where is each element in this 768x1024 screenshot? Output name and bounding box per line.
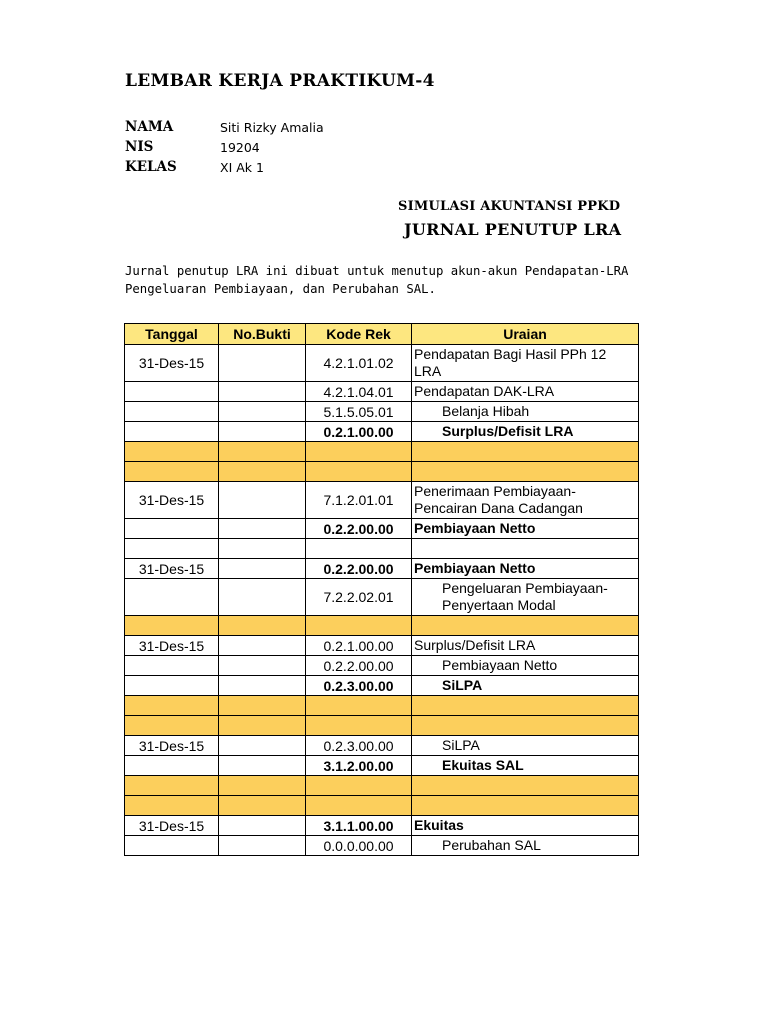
table-row [125, 345, 639, 382]
cell-uraian: Surplus/Defisit LRA [412, 636, 639, 656]
table-row [125, 579, 639, 616]
separator-cell [125, 616, 219, 636]
description-line: Pengeluaran Pembiayaan, dan Perubahan SAL. [125, 282, 436, 296]
separator-cell [306, 696, 412, 716]
separator-cell [219, 716, 306, 736]
student-info [125, 117, 324, 177]
separator-row [125, 796, 639, 816]
table-row [125, 676, 639, 696]
cell-uraian [412, 539, 639, 559]
cell-kode-rek: 0.2.2.00.00 [306, 519, 412, 539]
cell-tanggal [125, 519, 219, 539]
header-uraian: Uraian [412, 324, 639, 345]
cell-uraian: Penerimaan Pembiayaan-Pencairan Dana Cadangan [412, 482, 639, 519]
description [125, 262, 642, 298]
cell-kode-rek: 0.2.3.00.00 [306, 736, 412, 756]
info-label: NIS [125, 139, 154, 155]
cell-no-bukti [219, 676, 306, 696]
cell-tanggal: 31-Des-15 [125, 636, 219, 656]
separator-cell [219, 696, 306, 716]
header-kode-rek: Kode Rek [306, 324, 412, 345]
cell-kode-rek: 0.2.2.00.00 [306, 559, 412, 579]
cell-kode-rek: 0.0.0.00.00 [306, 836, 412, 856]
separator-cell [219, 616, 306, 636]
cell-no-bukti [219, 559, 306, 579]
section-heading: JURNAL PENUTUP LRA [404, 220, 622, 239]
separator-row [125, 776, 639, 796]
table-row [125, 736, 639, 756]
table-row [125, 382, 639, 402]
separator-cell [125, 776, 219, 796]
separator-row [125, 696, 639, 716]
separator-cell [219, 776, 306, 796]
cell-uraian: Ekuitas SAL [412, 756, 639, 776]
cell-uraian: SiLPA [412, 736, 639, 756]
separator-cell [412, 796, 639, 816]
cell-uraian: Pembiayaan Netto [412, 656, 639, 676]
cell-kode-rek: 0.2.1.00.00 [306, 636, 412, 656]
cell-tanggal [125, 676, 219, 696]
separator-cell [306, 616, 412, 636]
separator-cell [412, 616, 639, 636]
table-row [125, 756, 639, 776]
cell-no-bukti [219, 656, 306, 676]
cell-no-bukti [219, 382, 306, 402]
info-value: 19204 [220, 139, 260, 155]
cell-uraian: SiLPA [412, 676, 639, 696]
cell-no-bukti [219, 736, 306, 756]
journal-table [124, 323, 639, 856]
cell-tanggal [125, 579, 219, 616]
separator-cell [306, 462, 412, 482]
info-row-nama [125, 117, 324, 137]
separator-cell [219, 796, 306, 816]
cell-tanggal [125, 402, 219, 422]
separator-cell [306, 796, 412, 816]
cell-no-bukti [219, 345, 306, 382]
cell-kode-rek: 3.1.1.00.00 [306, 816, 412, 836]
table-row [125, 422, 639, 442]
cell-uraian: Ekuitas [412, 816, 639, 836]
separator-cell [125, 442, 219, 462]
description-line: Jurnal penutup LRA ini dibuat untuk menutup akun-akun Pendapatan-LRA [125, 264, 629, 278]
separator-cell [412, 442, 639, 462]
table-row [125, 816, 639, 836]
separator-cell [125, 796, 219, 816]
cell-tanggal [125, 382, 219, 402]
cell-kode-rek [306, 539, 412, 559]
cell-uraian: Pendapatan DAK-LRA [412, 382, 639, 402]
cell-tanggal: 31-Des-15 [125, 559, 219, 579]
table-row [125, 402, 639, 422]
cell-kode-rek: 3.1.2.00.00 [306, 756, 412, 776]
cell-uraian: Pembiayaan Netto [412, 559, 639, 579]
cell-tanggal: 31-Des-15 [125, 736, 219, 756]
cell-kode-rek: 5.1.5.05.01 [306, 402, 412, 422]
separator-row [125, 442, 639, 462]
table-header-row [125, 324, 639, 345]
table-row [125, 636, 639, 656]
info-label: KELAS [125, 159, 177, 175]
separator-cell [219, 462, 306, 482]
cell-uraian: Belanja Hibah [412, 402, 639, 422]
cell-uraian: Surplus/Defisit LRA [412, 422, 639, 442]
table-row [125, 519, 639, 539]
document-title: LEMBAR KERJA PRAKTIKUM-4 [125, 71, 435, 91]
table-row [125, 656, 639, 676]
cell-uraian: Pembiayaan Netto [412, 519, 639, 539]
table-row [125, 836, 639, 856]
separator-cell [412, 716, 639, 736]
header-no-bukti: No.Bukti [219, 324, 306, 345]
cell-kode-rek: 4.2.1.01.02 [306, 345, 412, 382]
separator-row [125, 462, 639, 482]
cell-tanggal [125, 539, 219, 559]
separator-cell [306, 442, 412, 462]
cell-kode-rek: 4.2.1.04.01 [306, 382, 412, 402]
separator-cell [125, 696, 219, 716]
cell-no-bukti [219, 579, 306, 616]
cell-tanggal [125, 656, 219, 676]
cell-no-bukti [219, 636, 306, 656]
journal-body [125, 345, 639, 856]
separator-cell [219, 442, 306, 462]
separator-cell [306, 716, 412, 736]
cell-no-bukti [219, 539, 306, 559]
info-row-kelas [125, 157, 324, 177]
document-subtitle: SIMULASI AKUNTANSI PPKD [398, 199, 621, 214]
cell-no-bukti [219, 422, 306, 442]
cell-kode-rek: 0.2.3.00.00 [306, 676, 412, 696]
separator-cell [306, 776, 412, 796]
cell-no-bukti [219, 816, 306, 836]
separator-row [125, 716, 639, 736]
separator-cell [125, 462, 219, 482]
cell-no-bukti [219, 402, 306, 422]
info-row-nis [125, 137, 324, 157]
separator-cell [412, 776, 639, 796]
cell-kode-rek: 7.2.2.02.01 [306, 579, 412, 616]
cell-uraian: Perubahan SAL [412, 836, 639, 856]
separator-cell [412, 462, 639, 482]
separator-row [125, 616, 639, 636]
cell-uraian: Pendapatan Bagi Hasil PPh 12 LRA [412, 345, 639, 382]
cell-no-bukti [219, 836, 306, 856]
cell-tanggal [125, 756, 219, 776]
cell-tanggal [125, 836, 219, 856]
cell-kode-rek: 0.2.2.00.00 [306, 656, 412, 676]
cell-kode-rek: 7.1.2.01.01 [306, 482, 412, 519]
cell-no-bukti [219, 756, 306, 776]
cell-no-bukti [219, 482, 306, 519]
cell-tanggal: 31-Des-15 [125, 816, 219, 836]
info-value: Siti Rizky Amalia [220, 119, 324, 135]
cell-tanggal: 31-Des-15 [125, 345, 219, 382]
separator-cell [125, 716, 219, 736]
header-tanggal: Tanggal [125, 324, 219, 345]
cell-uraian: Pengeluaran Pembiayaan-Penyertaan Modal [412, 579, 639, 616]
cell-kode-rek: 0.2.1.00.00 [306, 422, 412, 442]
cell-tanggal [125, 422, 219, 442]
cell-no-bukti [219, 519, 306, 539]
info-value: XI Ak 1 [220, 159, 264, 175]
table-row [125, 559, 639, 579]
table-row [125, 482, 639, 519]
table-row [125, 539, 639, 559]
cell-tanggal: 31-Des-15 [125, 482, 219, 519]
separator-cell [412, 696, 639, 716]
info-label: NAMA [125, 119, 174, 135]
